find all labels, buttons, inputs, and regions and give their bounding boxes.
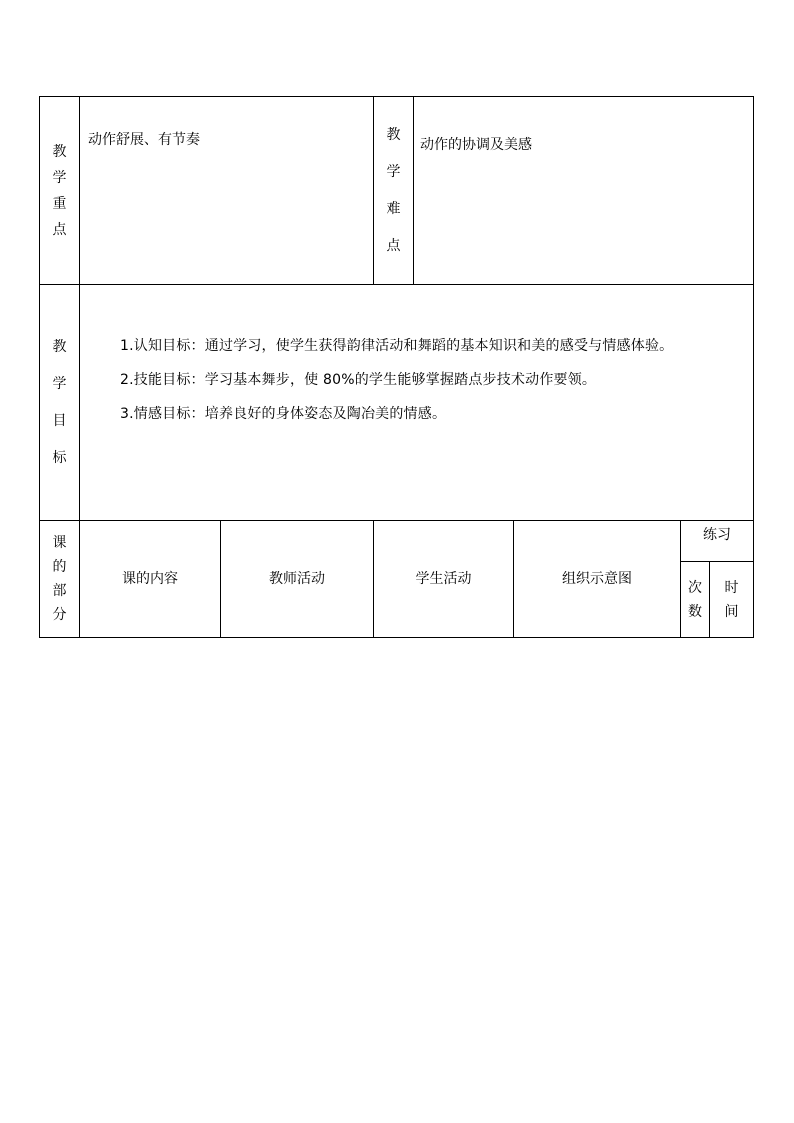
count-label-char: 次 bbox=[688, 579, 702, 596]
difficulty-label-cell bbox=[374, 97, 414, 285]
time-header bbox=[710, 562, 754, 638]
difficulty-text-cell bbox=[414, 97, 754, 285]
part-label-cell bbox=[40, 521, 80, 638]
focus-label-char: 学 bbox=[52, 169, 67, 186]
student-activity-header-text: 学生活动 bbox=[415, 571, 472, 587]
goal-item: 1.认知目标：通过学习，使学生获得韵律活动和舞蹈的基本知识和美的感受与情感体验。 bbox=[120, 338, 674, 354]
focus-text-cell bbox=[80, 97, 374, 285]
part-label-char: 的 bbox=[52, 559, 67, 575]
section-header-row bbox=[40, 521, 754, 562]
focus-label-char: 点 bbox=[52, 221, 67, 238]
focus-text: 动作舒展、有节奏 bbox=[88, 132, 200, 148]
student-activity-header bbox=[374, 521, 514, 638]
practice-header bbox=[681, 521, 754, 562]
time-label-char: 时 bbox=[724, 579, 739, 596]
count-header bbox=[681, 562, 710, 638]
goals-label-cell bbox=[40, 285, 80, 521]
part-label-char: 部 bbox=[52, 583, 67, 599]
focus-label-char: 教 bbox=[52, 143, 67, 160]
difficulty-label-char: 难 bbox=[386, 200, 401, 217]
part-label-char: 课 bbox=[52, 535, 67, 551]
goal-item: 2.技能目标：学习基本舞步，使 80%的学生能够掌握踏点步技术动作要领。 bbox=[120, 372, 597, 388]
lesson-plan-table bbox=[39, 96, 754, 638]
time-label-char: 间 bbox=[724, 603, 739, 620]
goals-label-char: 标 bbox=[52, 449, 67, 466]
lesson-content-header-text: 课的内容 bbox=[122, 571, 178, 587]
lesson-content-header bbox=[80, 521, 221, 638]
difficulty-text: 动作的协调及美感 bbox=[420, 137, 532, 153]
focus-difficulty-row bbox=[40, 97, 754, 285]
focus-label-char: 重 bbox=[52, 195, 67, 212]
part-label-char: 分 bbox=[52, 607, 67, 623]
count-label-char: 数 bbox=[688, 603, 702, 620]
goal-item: 3.情感目标：培养良好的身体姿态及陶冶美的情感。 bbox=[120, 406, 447, 422]
difficulty-label-char: 学 bbox=[386, 163, 401, 180]
difficulty-label-char: 教 bbox=[386, 126, 401, 143]
organization-diagram-header bbox=[514, 521, 681, 638]
goals-row bbox=[40, 285, 754, 521]
focus-label-cell bbox=[40, 97, 80, 285]
goals-label-char: 教 bbox=[52, 338, 67, 355]
practice-header-text: 练习 bbox=[703, 527, 731, 543]
goals-label-char: 学 bbox=[52, 375, 67, 392]
teacher-activity-header-text: 教师活动 bbox=[269, 571, 325, 587]
goals-text-cell bbox=[80, 285, 754, 521]
difficulty-label-char: 点 bbox=[386, 237, 401, 254]
teacher-activity-header bbox=[221, 521, 374, 638]
goals-label-char: 目 bbox=[52, 412, 67, 429]
organization-diagram-header-text: 组织示意图 bbox=[562, 571, 632, 587]
